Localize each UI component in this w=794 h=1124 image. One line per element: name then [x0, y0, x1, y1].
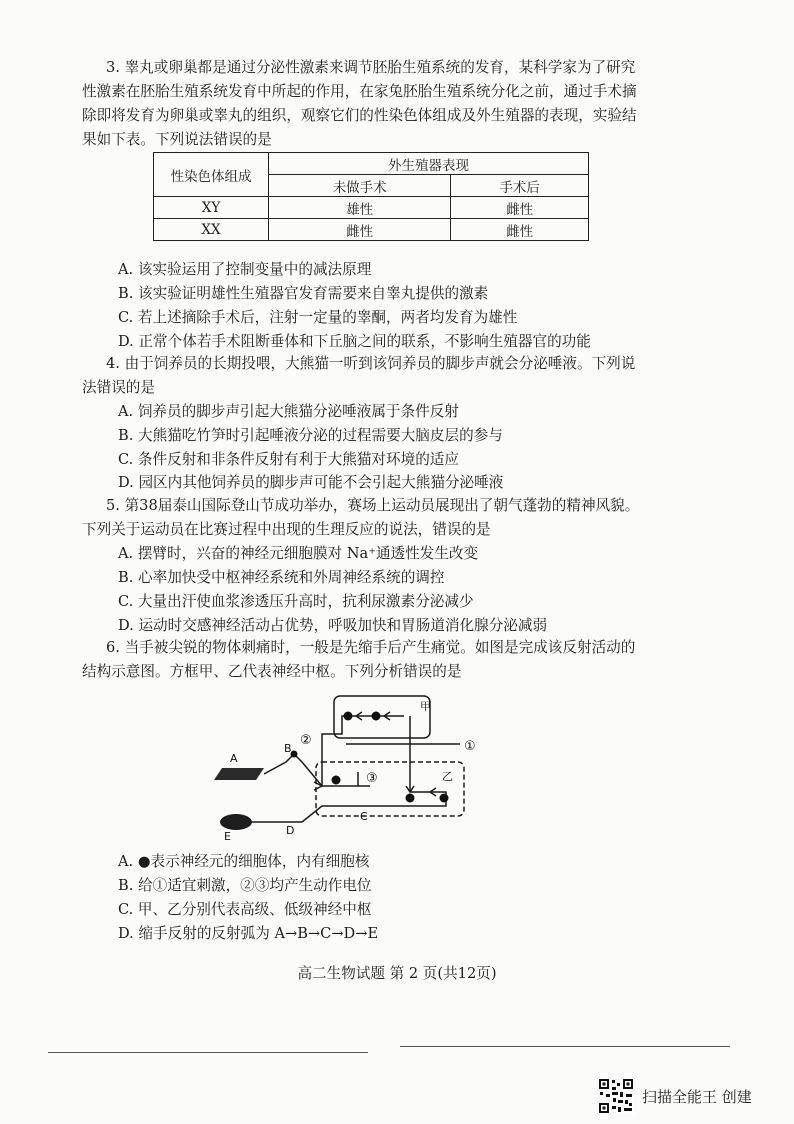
label-yi: 乙: [442, 770, 453, 783]
table-cell-before: 雄性: [269, 197, 451, 219]
q3-line-4: 果如下表。下列说法错误的是: [82, 131, 272, 148]
q5-option-c: C. 大量出汗使血浆渗透压升高时，抗利尿激素分泌减少: [118, 593, 474, 610]
cell-body-dot: [332, 776, 341, 785]
cell-body-dot: [291, 751, 298, 758]
label-jia: 甲: [420, 700, 431, 713]
label-a: A: [230, 752, 238, 765]
q4-option-c: C. 条件反射和非条件反射有利于大熊猫对环境的适应: [118, 451, 459, 468]
q5-line-2: 下列关于运动员在比赛过程中出现的生理反应的说法，错误的是: [82, 521, 491, 538]
label-b: B: [284, 742, 292, 755]
q4-option-d: D. 园区内其他饲养员的脚步声可能不会引起大熊猫分泌唾液: [118, 474, 504, 491]
q4-option-a: A. 饲养员的脚步声引起大熊猫分泌唾液属于条件反射: [118, 403, 459, 420]
q4-option-b: B. 大熊猫吃竹笋时引起唾液分泌的过程需要大脑皮层的参与: [118, 427, 503, 444]
effector-e: [220, 814, 252, 830]
q3-option-a: A. 该实验运用了控制变量中的减法原理: [118, 261, 372, 278]
table-row: [154, 219, 589, 241]
cell-body-dot: [372, 712, 381, 721]
label-d: D: [286, 824, 295, 837]
q3-line-2: 性激素在胚胎生殖系统发育中所起的作用，在家兔胚胎生殖系统分化之前，通过手术摘: [82, 83, 637, 100]
scan-line-right: [400, 1046, 730, 1047]
q3-data-table: [153, 152, 589, 241]
q3-line-3: 除即将发育为卵巢或睾丸的组织，观察它们的性染色体组成及外生殖器的表现，实验结: [82, 107, 637, 124]
q5-option-d: D. 运动时交感神经活动占优势，呼吸加快和胃肠道消化腺分泌减弱: [118, 617, 548, 634]
table-head-chromosome: 性染色体组成: [154, 153, 269, 197]
label-n1: ①: [464, 739, 476, 754]
q6-option-a: A. ●表示神经元的细胞体，内有细胞核: [118, 853, 370, 870]
q6-option-d: D. 缩手反射的反射弧为 A→B→C→D→E: [118, 925, 379, 942]
cell-body-dot: [406, 794, 415, 803]
q3-line-1: 3. 睾丸或卵巢都是通过分泌性激素来调节胚胎生殖系统的发育，某科学家为了研究: [106, 59, 636, 76]
q6-line-2: 结构示意图。方框甲、乙代表神经中枢。下列分析错误的是: [82, 663, 462, 680]
table-cell-chrom: XX: [154, 219, 269, 241]
page-footer: 高二生物试题 第 2 页(共12页): [297, 965, 497, 982]
q6-option-c: C. 甲、乙分别代表高级、低级神经中枢: [118, 901, 372, 918]
q3-option-c: C. 若上述摘除手术后，注射一定量的睾酮，两者均发育为雄性: [118, 309, 518, 326]
table-row: [154, 197, 589, 219]
table-cell-after: 雌性: [451, 219, 589, 241]
table-cell-after: 雌性: [451, 197, 589, 219]
table-head-genitalia: 外生殖器表现: [269, 153, 589, 175]
table-head-no-surgery: 未做手术: [269, 175, 451, 197]
q4-line-1: 4. 由于饲养员的长期投喂，大熊猫一听到该饲养员的脚步声就会分泌唾液。下列说: [106, 355, 636, 372]
qr-code-icon: [598, 1078, 634, 1114]
q3-option-d: D. 正常个体若手术阻断垂体和下丘脑之间的联系，不影响生殖器官的功能: [118, 333, 591, 350]
label-e: E: [224, 830, 231, 843]
reflex-arc-diagram: [210, 688, 500, 844]
scanner-watermark: [598, 1078, 752, 1114]
scan-line-left: [48, 1052, 368, 1053]
q6-line-1: 6. 当手被尖锐的物体刺痛时，一般是先缩手后产生痛觉。如图是完成该反射活动的: [106, 639, 636, 656]
efferent-path: [302, 792, 446, 822]
label-n2: ②: [300, 733, 312, 748]
label-c: C: [360, 810, 368, 823]
q6-option-b: B. 给①适宜刺激，②③均产生动作电位: [118, 877, 372, 894]
cell-body-dot: [440, 794, 449, 803]
afferent-path-ab: [264, 754, 322, 786]
q5-option-a: A. 摆臂时，兴奋的神经元细胞膜对 Na⁺通透性发生改变: [118, 545, 479, 562]
synapse-mark: [314, 782, 322, 790]
cell-body-dot: [344, 712, 353, 721]
q5-option-b: B. 心率加快受中枢神经系统和外周神经系统的调控: [118, 569, 445, 586]
q5-line-1: 5. 第38届泰山国际登山节成功举办，赛场上运动员展现出了朝气蓬勃的精神风貌。: [106, 497, 640, 514]
table-cell-chrom: XY: [154, 197, 269, 219]
receptor-a: [214, 768, 264, 780]
q3-option-b: B. 该实验证明雄性生殖器官发育需要来自睾丸提供的激素: [118, 285, 489, 302]
table-head-after-surgery: 手术后: [451, 175, 589, 197]
watermark-text: 扫描全能王 创建: [642, 1087, 752, 1106]
ascending-path: [322, 716, 356, 786]
q4-line-2: 法错误的是: [82, 379, 155, 396]
label-n3: ③: [366, 771, 378, 786]
table-cell-before: 雌性: [269, 219, 451, 241]
